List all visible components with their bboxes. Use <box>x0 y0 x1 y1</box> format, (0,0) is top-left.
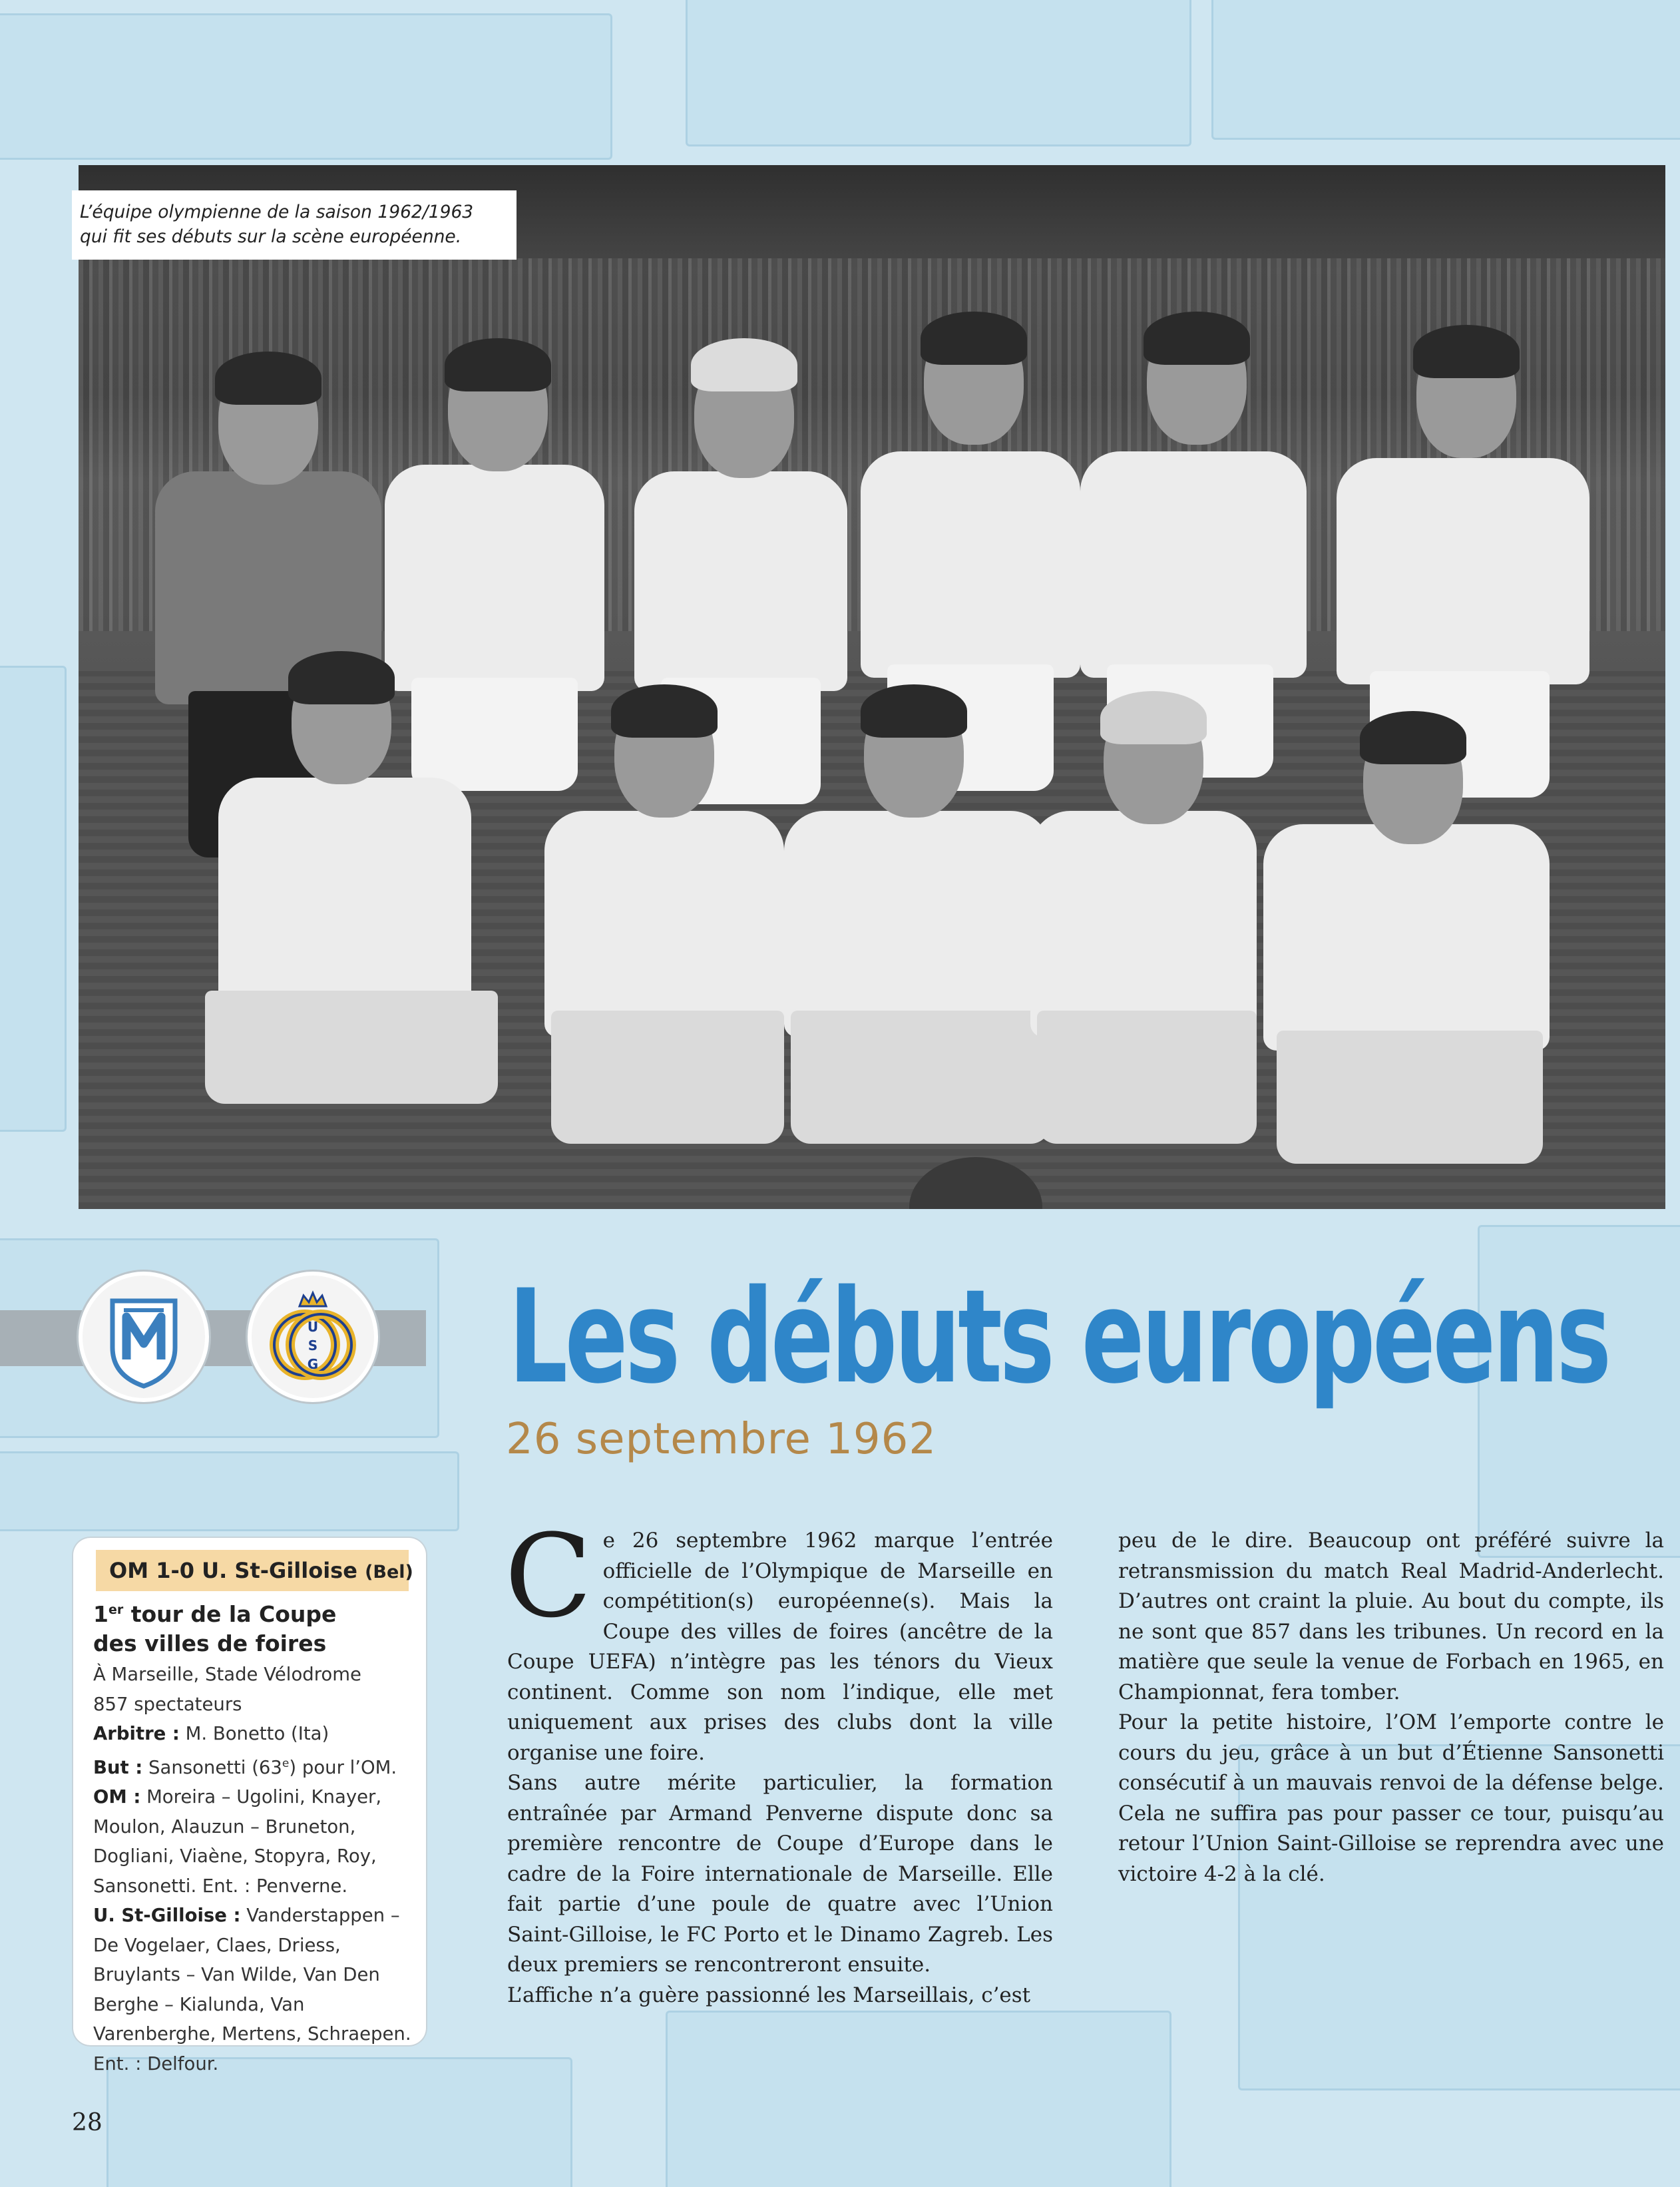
om-lineup <box>93 1782 413 1901</box>
article-column-1 <box>505 1509 1053 2011</box>
opponent-country: (Bel) <box>365 1562 413 1582</box>
article-paragraph-4: Pour la petite histoire, l’OM l’emporte contre le cours du jeu, grâce à un but d’Étienne Sansonetti consécutif à un mauvais renvoi de la défense belge. Cela ne suffira pas pour passer ce tour, puisqu’au retour l’Union Saint-Gilloise se reprendra avec une victoire 4-2 à la clé. <box>1118 1710 1664 1886</box>
article-column-2 <box>1118 1526 1664 1889</box>
goal-value: Sansonetti (63 <box>142 1756 282 1778</box>
photo-caption <box>72 190 517 260</box>
article-title: Les débuts européens <box>509 1262 1609 1412</box>
usg-letter-s: S <box>308 1337 318 1353</box>
article-paragraph-1-text: e 26 septembre 1962 marque l’entrée officielle de l’Olympique de Marseille en compétition(s) européenne(s). Mais la Coupe des villes de foires (ancêtre de la Coupe UEFA) n’intègre pas les ténors du Vieux continent. Comme son nom l’indique, elle met uniquement aux prises des clubs dont la ville organise une foire. <box>507 1529 1053 1765</box>
caption-line-1: L’équipe olympienne de la saison 1962/1963 <box>80 202 474 222</box>
usg-letter-g: G <box>307 1356 319 1372</box>
article-paragraph-2: Sans autre mérite particulier, la formation entraînée par Armand Penverne dispute donc sa première rencontre de Coupe d’Europe dans le cadre de la Foire internationale de Marseille. Elle fait partie d’une poule de quatre avec l’Union Saint-Gilloise, le FC Porto et le Dinamo Zagreb. Les deux premiers se rencontreront ensuite. <box>507 1771 1053 1977</box>
article-paragraph-1 <box>505 1509 1053 1768</box>
article-paragraph-3-continued: peu de le dire. Beaucoup ont préféré suivre la retransmission du match Real Madrid-Anderlecht. D’autres ont craint la pluie. Au bout du compte, ils ne sont que 857 dans les tribunes. Un record en la matière que seule la venue de Forbach en 1965, en Championnat, fera tomber. <box>1118 1529 1664 1704</box>
match-referee <box>93 1719 413 1749</box>
competition-round <box>93 1595 413 1658</box>
round-line-1: tour de la Coupe <box>123 1601 337 1627</box>
match-venue: À Marseille, Stade Vélodrome <box>93 1664 361 1685</box>
olympique-marseille-crest-icon <box>79 1272 209 1402</box>
goal-label: But : <box>93 1756 143 1778</box>
drop-cap: C <box>505 1509 592 1643</box>
match-score: OM 1-0 U. St-Gilloise <box>109 1558 357 1583</box>
round-line-2: des villes de foires <box>93 1630 327 1656</box>
match-info-box <box>73 1538 426 2074</box>
union-saint-gilloise-crest-icon <box>248 1272 378 1402</box>
usg-lineup-label: U. St-Gilloise : <box>93 1905 241 1927</box>
team-photo <box>79 165 1665 1209</box>
page-number: 28 <box>72 2109 103 2136</box>
usg-lineup <box>93 1901 413 2078</box>
article-date: 26 septembre 1962 <box>506 1415 937 1464</box>
match-attendance: 857 spectateurs <box>93 1693 242 1715</box>
usg-lineup-value: Vanderstappen – De Vogelaer, Claes, Driess, Bruylants – Van Wilde, Van Den Berghe – Kialunda, Van Varenberghe, Mertens, Schraepen. Ent. : Delfour. <box>93 1905 411 2074</box>
article-paragraph-3: L’affiche n’a guère passionné les Marseillais, c’est <box>507 1983 1031 2007</box>
om-lineup-label: OM : <box>93 1786 141 1808</box>
referee-label: Arbitre : <box>93 1723 180 1744</box>
round-number: 1 <box>93 1601 108 1627</box>
caption-line-2: qui fit ses débuts sur la scène européenne. <box>80 226 462 247</box>
round-suffix: er <box>108 1602 124 1617</box>
match-score-header <box>96 1550 413 1591</box>
om-lineup-value: Moreira – Ugolini, Knayer, Moulon, Alauzun – Bruneton, Dogliani, Viaène, Stopyra, Roy, Sansonetti. Ent. : Penverne. <box>93 1786 382 1897</box>
referee-value: M. Bonetto (Ita) <box>179 1723 329 1744</box>
match-goal <box>93 1749 413 1783</box>
goal-value-end: ) pour l’OM. <box>289 1756 397 1778</box>
usg-letter-u: U <box>307 1319 319 1335</box>
goal-minute-suffix: e <box>282 1756 290 1770</box>
